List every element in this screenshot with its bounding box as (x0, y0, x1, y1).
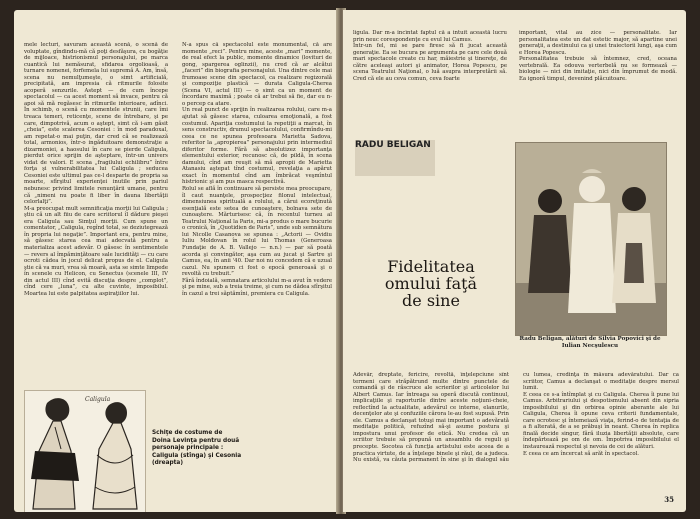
left-column-2: N-a spus că spectacolul este monumental, că are momente „reci”. Pentru mine, aceste „mari” momente, de real efect la public, momente dinamice (lovituri de gong, spargerea oglinzii), nu cred că ar alcătui „faceri” din biografia personajului. Una dintre cele mai frumoase scene din spectacol, ca realizare regizorală şi compoziţie plastică — durata Caligula-Cherea (Scena VI, actul III) — o simt ca un moment de încordare maximă ; poate că ar trebui să fie, dar eu n-o percep ca atare. Un real punct de sprijin în realizarea rolului, care m-a ajutat să găsesc starea, culoarea emoţională, a fost costumul. Apariţia costumului la repetiţii a marcat, în sens constructiv, drumul spectacolului, confirmîndu-mi ceea ce ne spunea profesoara Marietta Sadova, referitor la „apropierea” personajului prin intermediul diferitor forme. Fără să absolutizez importanţa elementului exterior, recunosc că, de pildă, în scena damului, cînd am reuşit să mă apropii de Marietta Atanasiu aştepat tînd costumul, revelaţia a apărut exact în momentul cînd am îmbrăcat veşmîntul histrionic şi am pus masca respectivă. Rolul se află în continuare să persiste mea preocupare, îl caut nuanţele, prospecţiez filonul intelectual, dimensiunea spirituală a rolului, a cărui ecoreţinută esenţială este setea de cunoaştere, bolnava sete de cunoaştere. Mărturisesc că, în recentul turneu al Teatrului Naţional la Paris, mi-a produs o mare bucurie o cronică, în „Quotidien de Paris”, unde sub semnătura lui Nicolle Casanova se spunea : „Actorii — Ovidiu Iuliu Moldovan în rolul lui Thomas (Generoasa Fundaţie de A. B. Vallejo — n.n.) — par să poată acorda şi convingător, aşa cum au jucat şi Sartre şi Camus, ea, în anii '40. Dar noi nu concedem că e uzual cazul. Nu spunem ci fost o epocă generoasă şi o revoltă cu trebuit.” Fără îndoială, semnatara articolului m-a avut în vedere şi pe mine, sub a treia treime, şi cum ne dădea sfîrşitul în cazul a trei săptămîni, premiera cu Caligula. (182, 42, 332, 297)
right-column-1: ligula. Dar m-a încîntat faptul că a intuit această lucru prin neuc corespondenţe cu evul lui Camus. Într-un fel, mi se pare firesc să fi jucat această generaţie. Ea se bucura pe argumenta pe care cele două mari spectacole create cu har, măiestrie şi tinereţe, de către aceleaşi autori şi animator, Horea Popescu, pe scena Teatrului Naţional, o luă asupra interpretării să. Cred că ele au ceva comun, ceva foarte (353, 30, 507, 82)
costume-sketch-drawing (25, 391, 145, 512)
right-page (343, 10, 686, 512)
actors-photo-drawing (516, 143, 666, 335)
sketch-caption: Schiţe de costume de Doina Levinţa pentru două personaje principale : Caligula (stînga) şi Cesonia (dreapta) (152, 430, 242, 466)
photo-caption: Radu Beligan, alături de Silvia Popovici şi de Iulian Necşulescu (519, 336, 661, 349)
actors-photo (515, 142, 667, 336)
sketch-signature: Caligula (85, 396, 111, 403)
author-box (355, 140, 435, 176)
article-body: Adevăr, dreptate, fericire, revoltă, înţelepciune sînt termeni care străpătrund multe dintre punctele de comandă şi de răscruce ale scrierilor şi articolelor lui Albert Camus. Iar întreaga sa operă discută continuul, implicaţiile şi raporturile dintre aceste noţiuni-cheie, reflectînd la actualitate, adevărul ce interne, elanurile, decenţelor ate şi confuziile cărora le-au fost supusă. Prin ele. Camus a declanşat totuşi mai important o adevărată meditaţie politică, refuzînd să-şi asume postura şi impostura unui profesor de etică. Nu credea că un scriitor trebuie să propună un ansamblu de reguli şi precepte. Socotea că funcţia artistului este aceea de a practica virtute, de a înţelege binele şi răul, de a judeca. Nu există, va căuta permanent în sine şi în dialogul său cu lumea, credinţa în măsura adevăratului. Dar ca scriitor, Camus a declanşat o meditaţie despre mersul lumii. E ceea ce s-a întîmplat şi cu Caligula. Cherea îi pune lui Camus. Arbitrariului şi despotismului absent din sipria imposibilului şi din orbirea opinie aberante ale lui Caligula, Cherea îi opune ceva criterii fundamentale, care ocrotesc şi întemeiază viaţa, ferind-o de tentaţia de a fi alterată, de a se prăbuşi în neant. Cherea în replica finală decide singur, fără iluzia libertăţii absolute, care îndepărtează pe om de om. Împotriva imposibilului el instaurează respectul şi nevoia de cei de alături. E ceea ce am încercat să arăt în spectacol. (353, 372, 679, 464)
left-page (14, 10, 340, 512)
author-name: RADU BELIGAN (355, 140, 431, 150)
left-column-1: mele lecturi, savuram această scenă, o scenă de voluptate, gîndindu-mă că poţi desfăşura, cu bogăţie de mijloace, histrionismul personajului, pe marca cuantică lui nemăsurat, sfidarea orgolioasă, a turnare nomenei, forfemela lui supremă A. Am, însă, scena nu nemulţumeşte, o simt artificială, precipitată, am impresia că ritmurile folosite acoperă senzurile. Astept — de cum începe spectacolul — ca acest moment să invace, pentru că apoi să mă regăsesc în ritmurile interioare, adînci. În schimb, o scenă cu momentele strunii, care îmi treaca temeri, reticenţe, scene de întrebare, şi pe care, dimpotrivă, acum o aştept, simt că i-am găsit „cheia”, este scalerea Cesoniei : în mod paradoxal, am repetat-o mai puţin, dar cred că se realizează total, armonios, într-o ingăduitoare demonstraţie a dizarmoniei, a haosului în care se pierde Caligula, pierdut orice sprijin de aşteptare, într-un univers vidat de valori. E scena „fragilului echilibru” între forţa şi vulnerabilitatea lui Caligula ; seducea Cesoniei este ultimul pas ce-l desparte de propria sa moarte, sfîrşitul experienţei inutile prin pariul nebunesc privind limitele renunţării umane, pentru că „nimeni nu poate fi liber în dauna libertăţii celorlalţi”. M-a preocupat mult semnificaţia morţii lui Caligula ; ştiu că un alt fiiu de care scriitorul îl dădure pieşei era Caligula sau Simţul morţii. Cum spune un comentator, „Caligula, regînd total, se deziutegrează în propria lui negaţie”. Important era, pentru mine, să găsesc starea cea mai adecvată pentru a materializa acest adevăr. O găsesc în sentimentele — revers al împăminţătoare sale lucidităţi — cu care ocroti cădea în jocul delicat propus de el. Caligula ştie că va muri, vrea să moară, asta se simte limpede în scenele cu Helicon, cu Senectus (scenele III, IV din actul III) cînd evită discuţia despre „complot”, cînd cere „luna”, cu alte cuvinte, imposibilul. Moartea lui este palpitatea aspiraţiilor lui. (24, 42, 168, 297)
page-number: 35 (664, 495, 674, 504)
article-title: Fidelitatea omului faţă de sine (384, 257, 478, 310)
right-column-2: important, vital au zice — personalitate. Iar personalitatea este un dat estetic major, să apartine unei generaţii, a destinului ca şi unei traiectorii lungi, aşa cum e Horea Popescu. Personalitatea trebuie să întemnez, cred, oceana vertebrală. Ea odouva verterbelă nu se formează — biologie — nici din imitaţie, nici din împrumut de modă. Ea ignoră timpul, devenind plăcuitoare. (519, 30, 677, 82)
costume-sketch-image (24, 390, 146, 512)
